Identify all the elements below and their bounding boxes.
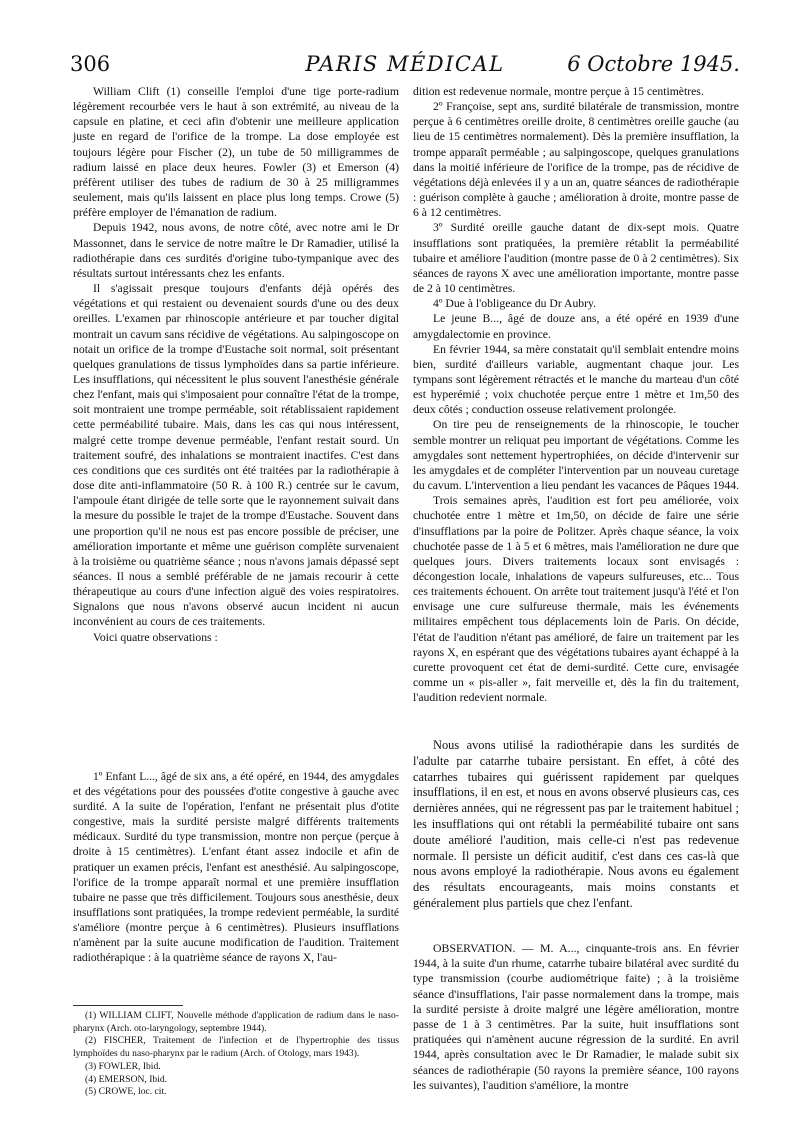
paragraph: 4º Due à l'obligeance du Dr Aubry. <box>433 297 597 311</box>
footnote: (2) FISCHER, Traitement de l'infection et de l'hypertrophie des tissus lymphoïdes du naso-pharynx par le radium (Arch. of Otology, mars 1943). <box>73 1035 399 1060</box>
page-header <box>70 52 740 82</box>
observation-label: OBSERVATION. <box>433 941 516 955</box>
issue-date: 6 Octobre 1945. <box>567 52 740 76</box>
observation-paragraph <box>413 941 739 1093</box>
right-column <box>413 84 739 705</box>
paragraph: On tire peu de renseignements de la rhinoscopie, le toucher semble montrer un reliquat peu important de végétations. Comme les amygdales sont nettement hypertrophiées, on décide d'intervenir sur les amygdales et de compléter l'intervention par un nouveau curetage du cavum. L'intervention a lieu pendant les vacances de Pâques 1944. <box>413 418 740 493</box>
footnote: (5) CROWE, loc. cit. <box>85 1086 167 1098</box>
paragraph: Trois semaines après, l'audition est fort peu améliorée, voix chuchotée entre 1 mètre et 1m,50, on décide de faire une série d'insufflations par la poire de Politzer. Après chaque séance, la voix chuchotée passe de 1 à 5 et 6 mètres, mais l'amélioration ne dure que quelques jours. Divers traitements locaux sont envisagés : décongestion locale, inhalations de vapeurs sulfureuses, etc... Tous ces traitements échouent. On arrête tout traitement jusqu'à l'été et l'on envisage une cure sulfureuse thermale, mais les événements militaires empêchent tous déplacements loin de Paris. On décide, l'état de l'audition n'étant pas amélioré, de faire un traitement par les rayons X, en espérant que des végétations tubaires ayant échappé à la curette provoquent cet état de demi-surdité. Cette cure, envisagée comme un « pis-aller », fait merveille et, dès la fin du traitement, l'audition redevient normale. <box>413 494 739 705</box>
paragraph: William Clift (1) conseille l'emploi d'une tige porte-radium légèrement recourbée vers le haut à son extrémité, au niveau de la capsule en platine, et ceci afin d'obtenir une meilleure application juste en regard de l'orifice de la trompe. La dose employée est toujours légère pour Fischer (2), un tube de 50 milligrammes de radium laissé en place deux heures. Fowler (3) et Emerson (4) préfèrent utiliser des tubes de radium de 30 à 25 milligrammes seulement, mais qu'ils laissent en place plus long temps. Crowe (5) préfère employer de l'émanation de radium. <box>73 85 399 220</box>
paragraph: 2º Françoise, sept ans, surdité bilatérale de transmission, montre perçue à 6 centimètres oreille droite, 8 centimètres oreille gauche (au lieu de 15 centimètres normalement). Dès la première insufflation, la trompe apparaît perméable ; au salpingoscope, quelques granulations dans la moitié inférieure de l'orifice de la trompe, pas de récidive de végétations déjà enlevées il y a un an, quatre séances de radiothérapie : guérison complète à gauche ; amélioration à droite, montre passe de 6 à 12 centimètres. <box>413 100 739 220</box>
footnote-rule <box>73 1005 183 1006</box>
footnotes <box>73 1010 399 1099</box>
observation-one <box>73 770 399 966</box>
paragraph: Il s'agissait presque toujours d'enfants déjà opérés des végétations et qui restaient ou devenaient sourds d'une ou des deux oreilles. L'examen par rhinoscopie antérieure et par toucher digital montrait un cavum sans récidive de végétations. Au salpingoscope on notait un orifice de la trompe d'Eustache soit normal, soit présentant quelques granulations de tissus lymphoïdes dans sa partie inférieure. Les insufflations, qui nécessitent le plus souvent l'anesthésie générale chez l'enfant, mais qui s'imposaient pour connaître l'état de la trompe, soit montraient une trompe perméable, soit rétablissaient rapidement cette perméabilité tubaire. Mais, dans les cas qui nous intéressent, malgré cette trompe devenue perméable, l'enfant restait sourd. Un traitement soufré, des inhalations se montraient inactifes. C'est dans ces conditions que ces surdités ont été traitées par la radiothérapie à dose dite anti-inflammatoire (50 R. à 100 R.) centrée sur le cavum, l'ampoule étant dirigée de telle sorte que le rayonnement suivait dans la mesure du possible le trajet de la trompe d'Eustache. Souvent dans une proportion qu'il ne nous est pas encore possible de préciser, une amélioration importante et même une guérison complète survenaient à la troisième ou quatrième séance ; nous n'avons jamais dépassé sept séances. Il nous a semblé préférable de ne jamais recourir à cette thérapeutique au cours d'une infection aiguë des voies respiratoires. Signalons que nous n'avons observé aucun incident ni aucun inconvénient au cours de ces traitements. <box>73 282 399 629</box>
adult-section <box>413 738 739 912</box>
paragraph: 1º Enfant L..., âgé de six ans, a été opéré, en 1944, des amygdales et des végétations pour des poussées d'otite congestive à gauche avec surdité. A la suite de l'opération, l'enfant ne présentait plus d'otite congestive, mais la surdité persiste malgré différents traitements médicaux. Surdité du type transmission, montre non perçue (perçue à droite à 15 centimètres). L'enfant étant assez indocile et afin de pratiquer un examen précis, l'enfant est anesthésié. Au salpingoscope, l'orifice de la trompe apparaît normal et une première insufflation tubaire ne passe que très difficilement. Toujours sous anesthésie, deux insufflations sont pratiquées, la trompe redevient perméable, la surdité s'améliore (montre perçue à 6 centimètres). Plusieurs insufflations n'amènent par la suite aucune modification de l'audition. Traitement radiothérapique : à la quatrième séance de rayons X, l'au- <box>73 771 399 965</box>
journal-title: PARIS MÉDICAL <box>305 52 505 76</box>
paragraph: dition est redevenue normale, montre perçue à 15 centimètres. <box>413 85 704 98</box>
paragraph: En février 1944, sa mère constatait qu'il semblait entendre moins bien, surdité d'ailleurs variable, augmentant chaque jour. Les tympans sont légèrement rétractés et le manche du marteau d'un côté est hyperémié ; voix chuchotée perçue entre 1 mètre et 1m,50 des deux côtés ; conduction osseuse relativement prolongée. <box>413 342 739 417</box>
paragraph: Nous avons utilisé la radiothérapie dans les surdités de l'adulte par catarrhe tubaire persistant. En effet, à côté des catarrhes tubaires qui guérissent rapidement par quelques insufflations, il en est, et nous en avons observé plusieurs cas, ces dernières années, qui ne régressent pas par le traitement habituel ; les insufflations qui ont rétabli la perméabilité tubaire ont sans doute amélioré l'audition, mais celle-ci n'est pas redevenue normale. Il persiste un déficit auditif, c'est dans ces cas-là que nous avons employé la radiothérapie. Nous avons eu également des résultats encourageants, mais moins constants et généralement plus partiels que chez l'enfant. <box>413 738 739 910</box>
footnote: (3) FOWLER, Ibid. <box>85 1060 161 1072</box>
paragraph: 3º Surdité oreille gauche datant de dix-sept mois. Quatre insufflations sont pratiquées, la première rétablit la perméabilité tubaire et améliore l'audition (montre passe de 0 à 2 centimètres). Six séances de rayons X avec une amélioration importante, montre passe de 2 à 10 centimètres. <box>413 221 739 296</box>
page-number: 306 <box>70 52 111 76</box>
paragraph: Depuis 1942, nous avons, de notre côté, avec notre ami le Dr Massonnet, dans le service de notre maître le Dr Ramadier, utilisé la radiothérapie dans ces surdités d'origine tubo-tympanique avec des résultats surtout intéressants chez les enfants. <box>73 221 399 280</box>
observation-text: — M. A..., cinquante-trois ans. En février 1944, à la suite d'un rhume, catarrhe tubaire bilatéral avec surdité du type transmission (courbe audiométrique faite) ; à la troisième séance d'insufflations, l'air passe normalement dans la trompe, mais la surdité persiste à droite malgré une légère amélioration, montre passe de 1 à 3 centimètres. Par la suite, huit insufflations sont pratiquées qui n'amènent aucune régression de la surdité. En avril 1944, après consultation avec le Dr Ramadier, le malade subit six séances de radiothérapie (50 rayons la première séance, 100 rayons les suivantes), l'audition s'améliore, la montre <box>413 941 739 1092</box>
paragraph: Le jeune B..., âgé de douze ans, a été opéré en 1939 d'une amygdalectomie en province. <box>413 312 739 341</box>
footnote: (1) WILLIAM CLIFT, Nouvelle méthode d'application de radium dans le naso-pharynx (Arch. oto-laryngology, septembre 1944). <box>73 1010 399 1034</box>
left-column <box>73 84 399 645</box>
footnote: (4) EMERSON, Ibid. <box>85 1073 168 1085</box>
paragraph: Voici quatre observations : <box>93 630 218 644</box>
